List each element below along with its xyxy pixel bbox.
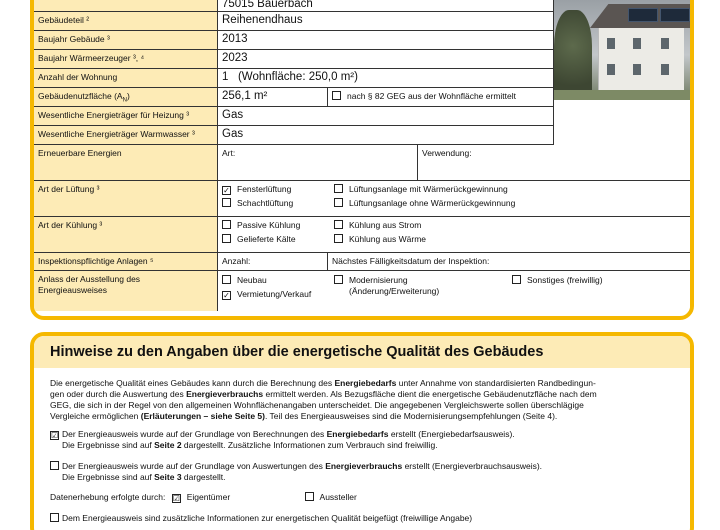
energietraeger-warmwasser-value: Gas bbox=[218, 126, 554, 145]
kuehlung-label: Art der Kühlung ³ bbox=[34, 217, 218, 253]
kuehlung-waerme-checkbox[interactable] bbox=[334, 234, 343, 243]
ermittelt-label: nach § 82 GEG aus der Wohnfläche ermittelt bbox=[347, 91, 516, 101]
anlass-options bbox=[218, 271, 690, 311]
anlass-row bbox=[34, 271, 690, 311]
baujahr-gebaeude-label: Baujahr Gebäude ³ bbox=[34, 31, 218, 50]
ermittelt-option bbox=[328, 88, 554, 107]
sonstiges-label: Sonstiges (freiwillig) bbox=[527, 275, 603, 285]
fensterlueftung-option bbox=[222, 184, 291, 195]
baujahr-waermeerzeuger-label: Baujahr Wärmeerzeuger ³, ⁴ bbox=[34, 50, 218, 69]
vermietung-option bbox=[222, 289, 311, 300]
bedarf-option: ☑ Der Energieausweis wurde auf der Grundlage von Berechnungen des Energiebedarfs erstellt (Energiebedarfsausweis). Die Ergebnisse sind auf Seite 2 dargestellt. Zusätzliche Informationen zum Verbrauch sind freiwillig. bbox=[51, 429, 515, 450]
lueftung-label: Art der Lüftung ³ bbox=[34, 181, 218, 217]
house-shape bbox=[598, 24, 684, 94]
address-value: 75015 Bauerbach bbox=[218, 0, 554, 12]
vermietung-label: Vermietung/Verkauf bbox=[237, 289, 312, 299]
hinweise-title: Hinweise zu den Angaben über die energetische Qualität des Gebäudes bbox=[34, 336, 690, 368]
energietraeger-heizung-row bbox=[34, 107, 554, 126]
sonstiges-option bbox=[512, 275, 603, 286]
schachtlueftung-label: Schachtlüftung bbox=[237, 198, 294, 208]
anzahl-wohnung-row bbox=[34, 69, 554, 88]
erneuerbare-verwendung: Verwendung: bbox=[418, 145, 690, 181]
building-data-section bbox=[30, 0, 694, 320]
neubau-checkbox[interactable] bbox=[222, 275, 231, 284]
neubau-option bbox=[222, 275, 267, 286]
building-photo bbox=[554, 0, 694, 100]
gebaeudeteil-value: Reihenendhaus bbox=[218, 12, 554, 31]
vermietung-checkbox[interactable]: ✓ bbox=[223, 291, 230, 300]
modernisierung-checkbox[interactable] bbox=[334, 275, 343, 284]
energietraeger-warmwasser-row bbox=[34, 126, 554, 145]
passive-kuehlung-label: Passive Kühlung bbox=[237, 220, 301, 230]
energietraeger-heizung-label: Wesentliche Energieträger für Heizung ³ bbox=[34, 107, 218, 126]
hinweise-section bbox=[30, 332, 694, 530]
aussteller-label: Aussteller bbox=[319, 492, 357, 502]
gelieferte-kaelte-checkbox[interactable] bbox=[222, 234, 231, 243]
kuehlung-waerme-option bbox=[334, 234, 426, 245]
ermittelt-checkbox[interactable] bbox=[332, 91, 341, 100]
baujahr-gebaeude-value: 2013 bbox=[218, 31, 554, 50]
fensterlueftung-label: Fensterlüftung bbox=[237, 184, 292, 194]
inspektion-anzahl: Anzahl: bbox=[218, 253, 328, 271]
lueftung-row bbox=[34, 181, 690, 217]
kuehlung-strom-option bbox=[334, 220, 421, 231]
hinweise-paragraph: Die energetische Qualität eines Gebäudes kann durch die Berechnung des Energiebedarfs unter Annahme von standardisierten Randbedingun- gen oder durch die Auswertung des Energieverbrauchs ermittelt werden. Als Bezugsfläche dient die energetische Gebäudenutzfläche nach dem GEG, die sich in der Regel von den allgemeinen Wohnflächenangaben unterscheidet. Die angegebenen Vergleichswerte sollen überschlägige Vergleiche ermöglichen (Erläuterungen – siehe Seite 5). Teil des Energieausweises sind die Modernisierungsempfehlungen (Seite 4). bbox=[50, 378, 597, 421]
ground-shape bbox=[554, 90, 694, 100]
anlass-label: Anlass der Ausstellung des Energieausweises bbox=[34, 271, 218, 311]
kuehlung-options bbox=[218, 217, 690, 253]
gebaeudeteil-label: Gebäudeteil ² bbox=[34, 12, 218, 31]
neubau-label: Neubau bbox=[237, 275, 267, 285]
erneuerbare-row bbox=[34, 145, 690, 181]
lueftung-options bbox=[218, 181, 690, 217]
bedarf-checkbox[interactable]: ☑ bbox=[51, 431, 59, 440]
tree-shape bbox=[554, 10, 592, 100]
schachtlueftung-option bbox=[222, 198, 293, 209]
lueftungsanlage-mit-label: Lüftungsanlage mit Wärmerückgewinnung bbox=[349, 184, 508, 194]
address-label-cell bbox=[34, 0, 218, 12]
eigentuemer-label: Eigentümer bbox=[186, 492, 231, 502]
gebaeudenutzflaeche-row bbox=[34, 88, 554, 107]
passive-kuehlung-option bbox=[222, 220, 300, 231]
modernisierung-option bbox=[334, 275, 439, 297]
sonstiges-checkbox[interactable] bbox=[512, 275, 521, 284]
baujahr-waermeerzeuger-row bbox=[34, 50, 554, 69]
aussteller-checkbox[interactable] bbox=[305, 492, 314, 501]
energietraeger-warmwasser-label: Wesentliche Energieträger Warmwasser ³ bbox=[34, 126, 218, 145]
inspektion-faellig: Nächstes Fälligkeitsdatum der Inspektion: bbox=[328, 253, 690, 271]
gelieferte-kaelte-option bbox=[222, 234, 296, 245]
passive-kuehlung-checkbox[interactable] bbox=[222, 220, 231, 229]
anzahl-wohnung-label: Anzahl der Wohnung bbox=[34, 69, 218, 88]
lueftungsanlage-ohne-label: Lüftungsanlage ohne Wärmerückgewinnung bbox=[349, 198, 516, 208]
datenerhebung-label: Datenerhebung erfolgte durch: bbox=[50, 492, 166, 502]
address-row bbox=[34, 0, 554, 12]
gelieferte-kaelte-label: Gelieferte Kälte bbox=[237, 234, 296, 244]
fensterlueftung-checkbox[interactable]: ✓ bbox=[223, 186, 230, 195]
kuehlung-strom-checkbox[interactable] bbox=[334, 220, 343, 229]
kuehlung-waerme-label: Kühlung aus Wärme bbox=[349, 234, 427, 244]
gebaeudenutzflaeche-value: 256,1 m² bbox=[218, 88, 328, 107]
erneuerbare-label: Erneuerbare Energien bbox=[34, 145, 218, 181]
anzahl-wohnung-value: 1 (Wohnfläche: 250,0 m²) bbox=[218, 69, 554, 88]
datenerhebung-row bbox=[50, 492, 680, 503]
zusatz-option bbox=[50, 513, 680, 524]
inspektion-label: Inspektionspflichtige Anlagen ⁵ bbox=[34, 253, 218, 271]
baujahr-waermeerzeuger-value: 2023 bbox=[218, 50, 554, 69]
solar-panel bbox=[628, 8, 658, 22]
kuehlung-row bbox=[34, 217, 690, 253]
modernisierung-label: Modernisierung bbox=[349, 275, 408, 285]
schachtlueftung-checkbox[interactable] bbox=[222, 198, 231, 207]
lueftungsanlage-mit-checkbox[interactable] bbox=[334, 184, 343, 193]
lueftungsanlage-mit-option bbox=[334, 184, 508, 195]
eigentuemer-checkbox[interactable]: ☑ bbox=[172, 494, 180, 503]
energietraeger-heizung-value: Gas bbox=[218, 107, 554, 126]
lueftungsanlage-ohne-option bbox=[334, 198, 515, 209]
zusatz-label: Dem Energieausweis sind zusätzliche Informationen zur energetischen Qualität beigefügt (freiwillige Angabe) bbox=[62, 513, 473, 523]
baujahr-gebaeude-row bbox=[34, 31, 554, 50]
verbrauch-checkbox[interactable] bbox=[50, 461, 59, 470]
verbrauch-option: Der Energieausweis wurde auf der Grundlage von Auswertungen des Energieverbrauchs erstellt (Energieverbrauchsausweis). Die Ergebnisse sind auf Seite 3 dargestellt. bbox=[50, 461, 680, 483]
gebaeudenutzflaeche-label: Gebäudenutzfläche $(A_N)$ bbox=[34, 88, 218, 107]
inspektion-row bbox=[34, 253, 690, 271]
lueftungsanlage-ohne-checkbox[interactable] bbox=[334, 198, 343, 207]
modernisierung-sublabel: (Änderung/Erweiterung) bbox=[349, 286, 440, 296]
kuehlung-strom-label: Kühlung aus Strom bbox=[349, 220, 422, 230]
solar-panel bbox=[660, 8, 690, 22]
gebaeudeteil-row bbox=[34, 12, 554, 31]
zusatz-checkbox[interactable] bbox=[50, 513, 59, 522]
erneuerbare-art: Art: bbox=[218, 145, 418, 181]
